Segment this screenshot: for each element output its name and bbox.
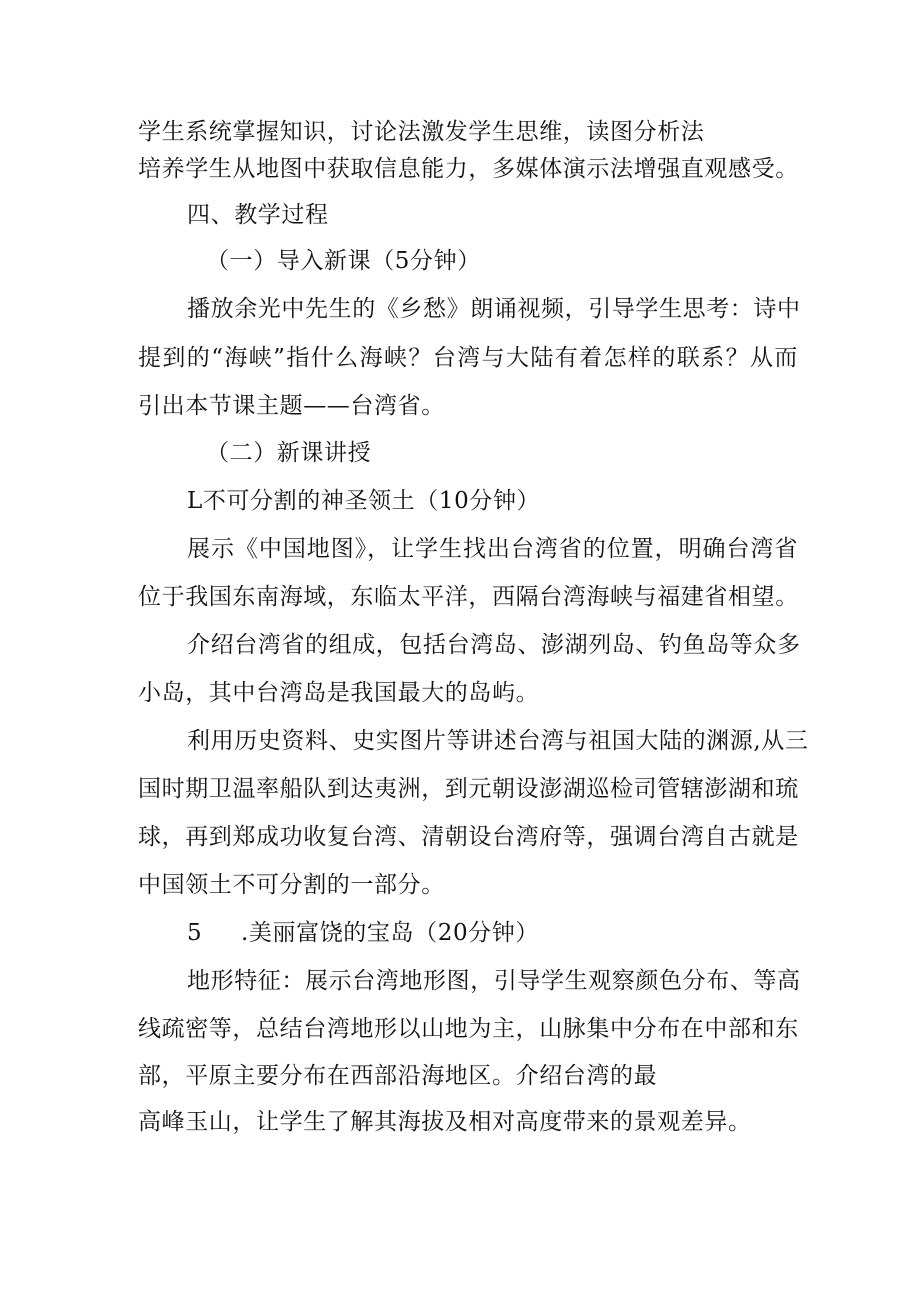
body-line: 介绍台湾省的组成，包括台湾岛、澎湖列岛、钓鱼岛等众多 [187, 632, 801, 658]
subsection-heading: （二）新课讲授 [206, 440, 372, 466]
body-line: 球，再到郑成功收复台湾、清朝设台湾府等，强调台湾自古就是 [138, 824, 799, 850]
body-line: 位于我国东南海域，东临太平洋，西隔台湾海峡与福建省相望。 [138, 584, 799, 610]
body-line: 高峰玉山，让学生了解其海拔及相对高度带来的景观差异。 [138, 1109, 752, 1135]
body-line: 国时期卫温率船队到达夷洲，到元朝设澎湖巡检司管辖澎湖和琉 [138, 776, 799, 802]
subsection-heading: （一）导入新课（5分钟） [206, 248, 481, 274]
body-line: 播放余光中先生的《乡愁》朗诵视频，引导学生思考：诗中 [187, 296, 801, 322]
item-heading [187, 917, 798, 949]
body-line: 利用历史资料、史实图片等讲述台湾与祖国大陆的渊源,从三 [187, 728, 809, 754]
item-title: .美丽富饶的宝岛（20分钟） [241, 920, 539, 946]
body-line: 培养学生从地图中获取信息能力，多媒体演示法增强直观感受。 [138, 156, 799, 182]
body-line: 学生系统掌握知识，讨论法激发学生思维，读图分析法 [138, 119, 705, 145]
item-heading: L不可分割的神圣领土（10分钟） [187, 488, 541, 514]
item-number: 5 [187, 920, 203, 946]
body-line: 提到的“海峡”指什么海峡？台湾与大陆有着怎样的联系？从而 [138, 345, 798, 371]
body-line: 地形特征：展示台湾地形图，引导学生观察颜色分布、等高 [187, 968, 801, 994]
body-line: 中国领土不可分割的一部分。 [138, 872, 445, 898]
body-line: 小岛，其中台湾岛是我国最大的岛屿。 [138, 680, 540, 706]
body-line: 线疏密等，总结台湾地形以山地为主，山脉集中分布在中部和东 [138, 1016, 799, 1042]
body-line: 部，平原主要分布在西部沿海地区。介绍台湾的最 [138, 1063, 658, 1089]
section-heading: 四、教学过程 [187, 202, 329, 228]
body-line: 展示《中国地图》，让学生找出台湾省的位置，明确台湾省 [187, 536, 798, 562]
body-line: 引出本节课主题——台湾省。 [138, 393, 445, 419]
